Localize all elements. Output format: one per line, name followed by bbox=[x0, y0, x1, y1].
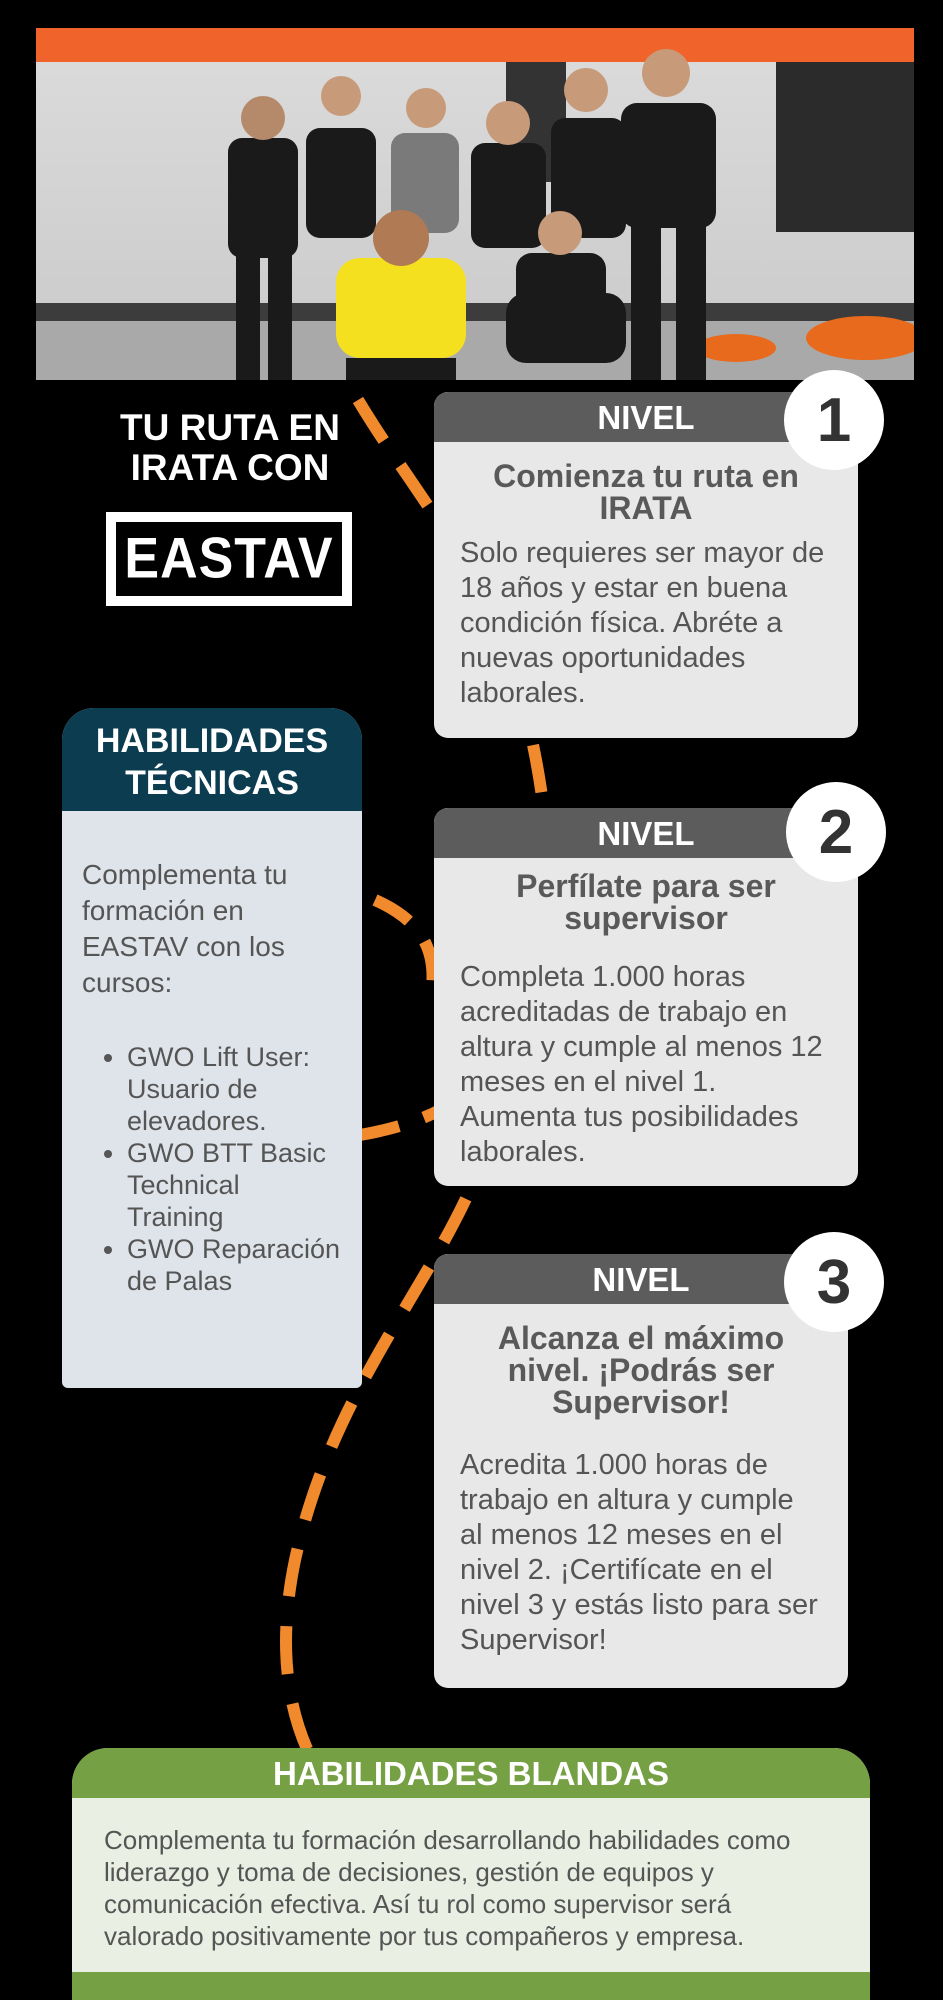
level-3-card bbox=[434, 1254, 848, 1688]
soft-skills-card bbox=[72, 1748, 870, 2000]
team-illustration bbox=[36, 28, 914, 380]
hero-title: TU RUTA EN IRATA CON bbox=[120, 407, 340, 488]
technical-skills-card bbox=[62, 708, 362, 1388]
level-1-subtitle: Comienza tu ruta en IRATA bbox=[493, 458, 799, 526]
level-1-body: Solo requieres ser mayor de 18 años y estar en buena condición física. Abréte a nuevas oportunidades laborales. bbox=[460, 537, 825, 709]
level-1-header: NIVEL bbox=[434, 392, 858, 442]
level-1-number-badge: 1 bbox=[784, 370, 884, 470]
level-3-subtitle: Alcanza el máximo nivel. ¡Podrás ser Supervisor! bbox=[497, 1320, 785, 1420]
technical-skills-intro: Complementa tu formación en EASTAV con los cursos: bbox=[82, 859, 288, 998]
team-photo bbox=[36, 28, 914, 380]
technical-courses-list bbox=[82, 1041, 342, 1297]
course-item: • GWO BTT Basic Technical Training bbox=[127, 1137, 342, 1233]
soft-skills-body: Complementa tu formación desarrollando habilidades como liderazgo y toma de decisiones, gestión de equipos y comunicación efectiva. Así tu rol como supervisor será valorado positivamente por tus compañeros y empresa. bbox=[104, 1825, 791, 1951]
logo-text: EASTAV bbox=[124, 527, 334, 591]
level-2-header: NIVEL bbox=[434, 808, 858, 858]
level-3-number-badge: 3 bbox=[784, 1232, 884, 1332]
level-2-body: Completa 1.000 horas acreditadas de trabajo en altura y cumple al menos 12 meses en el nivel 1. Aumenta tus posibilidades laborales. bbox=[460, 961, 823, 1168]
course-item: • GWO Lift User: Usuario de elevadores. bbox=[127, 1041, 342, 1137]
soft-skills-footer-bar bbox=[72, 1972, 870, 2000]
technical-skills-title: HABILIDADES TÉCNICAS bbox=[62, 708, 362, 811]
level-2-subtitle: Perfílate para ser supervisor bbox=[516, 868, 776, 936]
level-2-card bbox=[434, 808, 858, 1186]
level-3-body: Acredita 1.000 horas de trabajo en altura y cumple al menos 12 meses en el nivel 2. ¡Certifícate en el nivel 3 y estás listo para ser Supervisor! bbox=[460, 1449, 818, 1656]
level-2-number-badge: 2 bbox=[786, 782, 886, 882]
eastav-logo bbox=[106, 512, 352, 606]
level-3-header: NIVEL bbox=[434, 1254, 848, 1304]
course-item: • GWO Reparación de Palas bbox=[127, 1233, 342, 1297]
soft-skills-title: HABILIDADES BLANDAS bbox=[72, 1748, 870, 1798]
